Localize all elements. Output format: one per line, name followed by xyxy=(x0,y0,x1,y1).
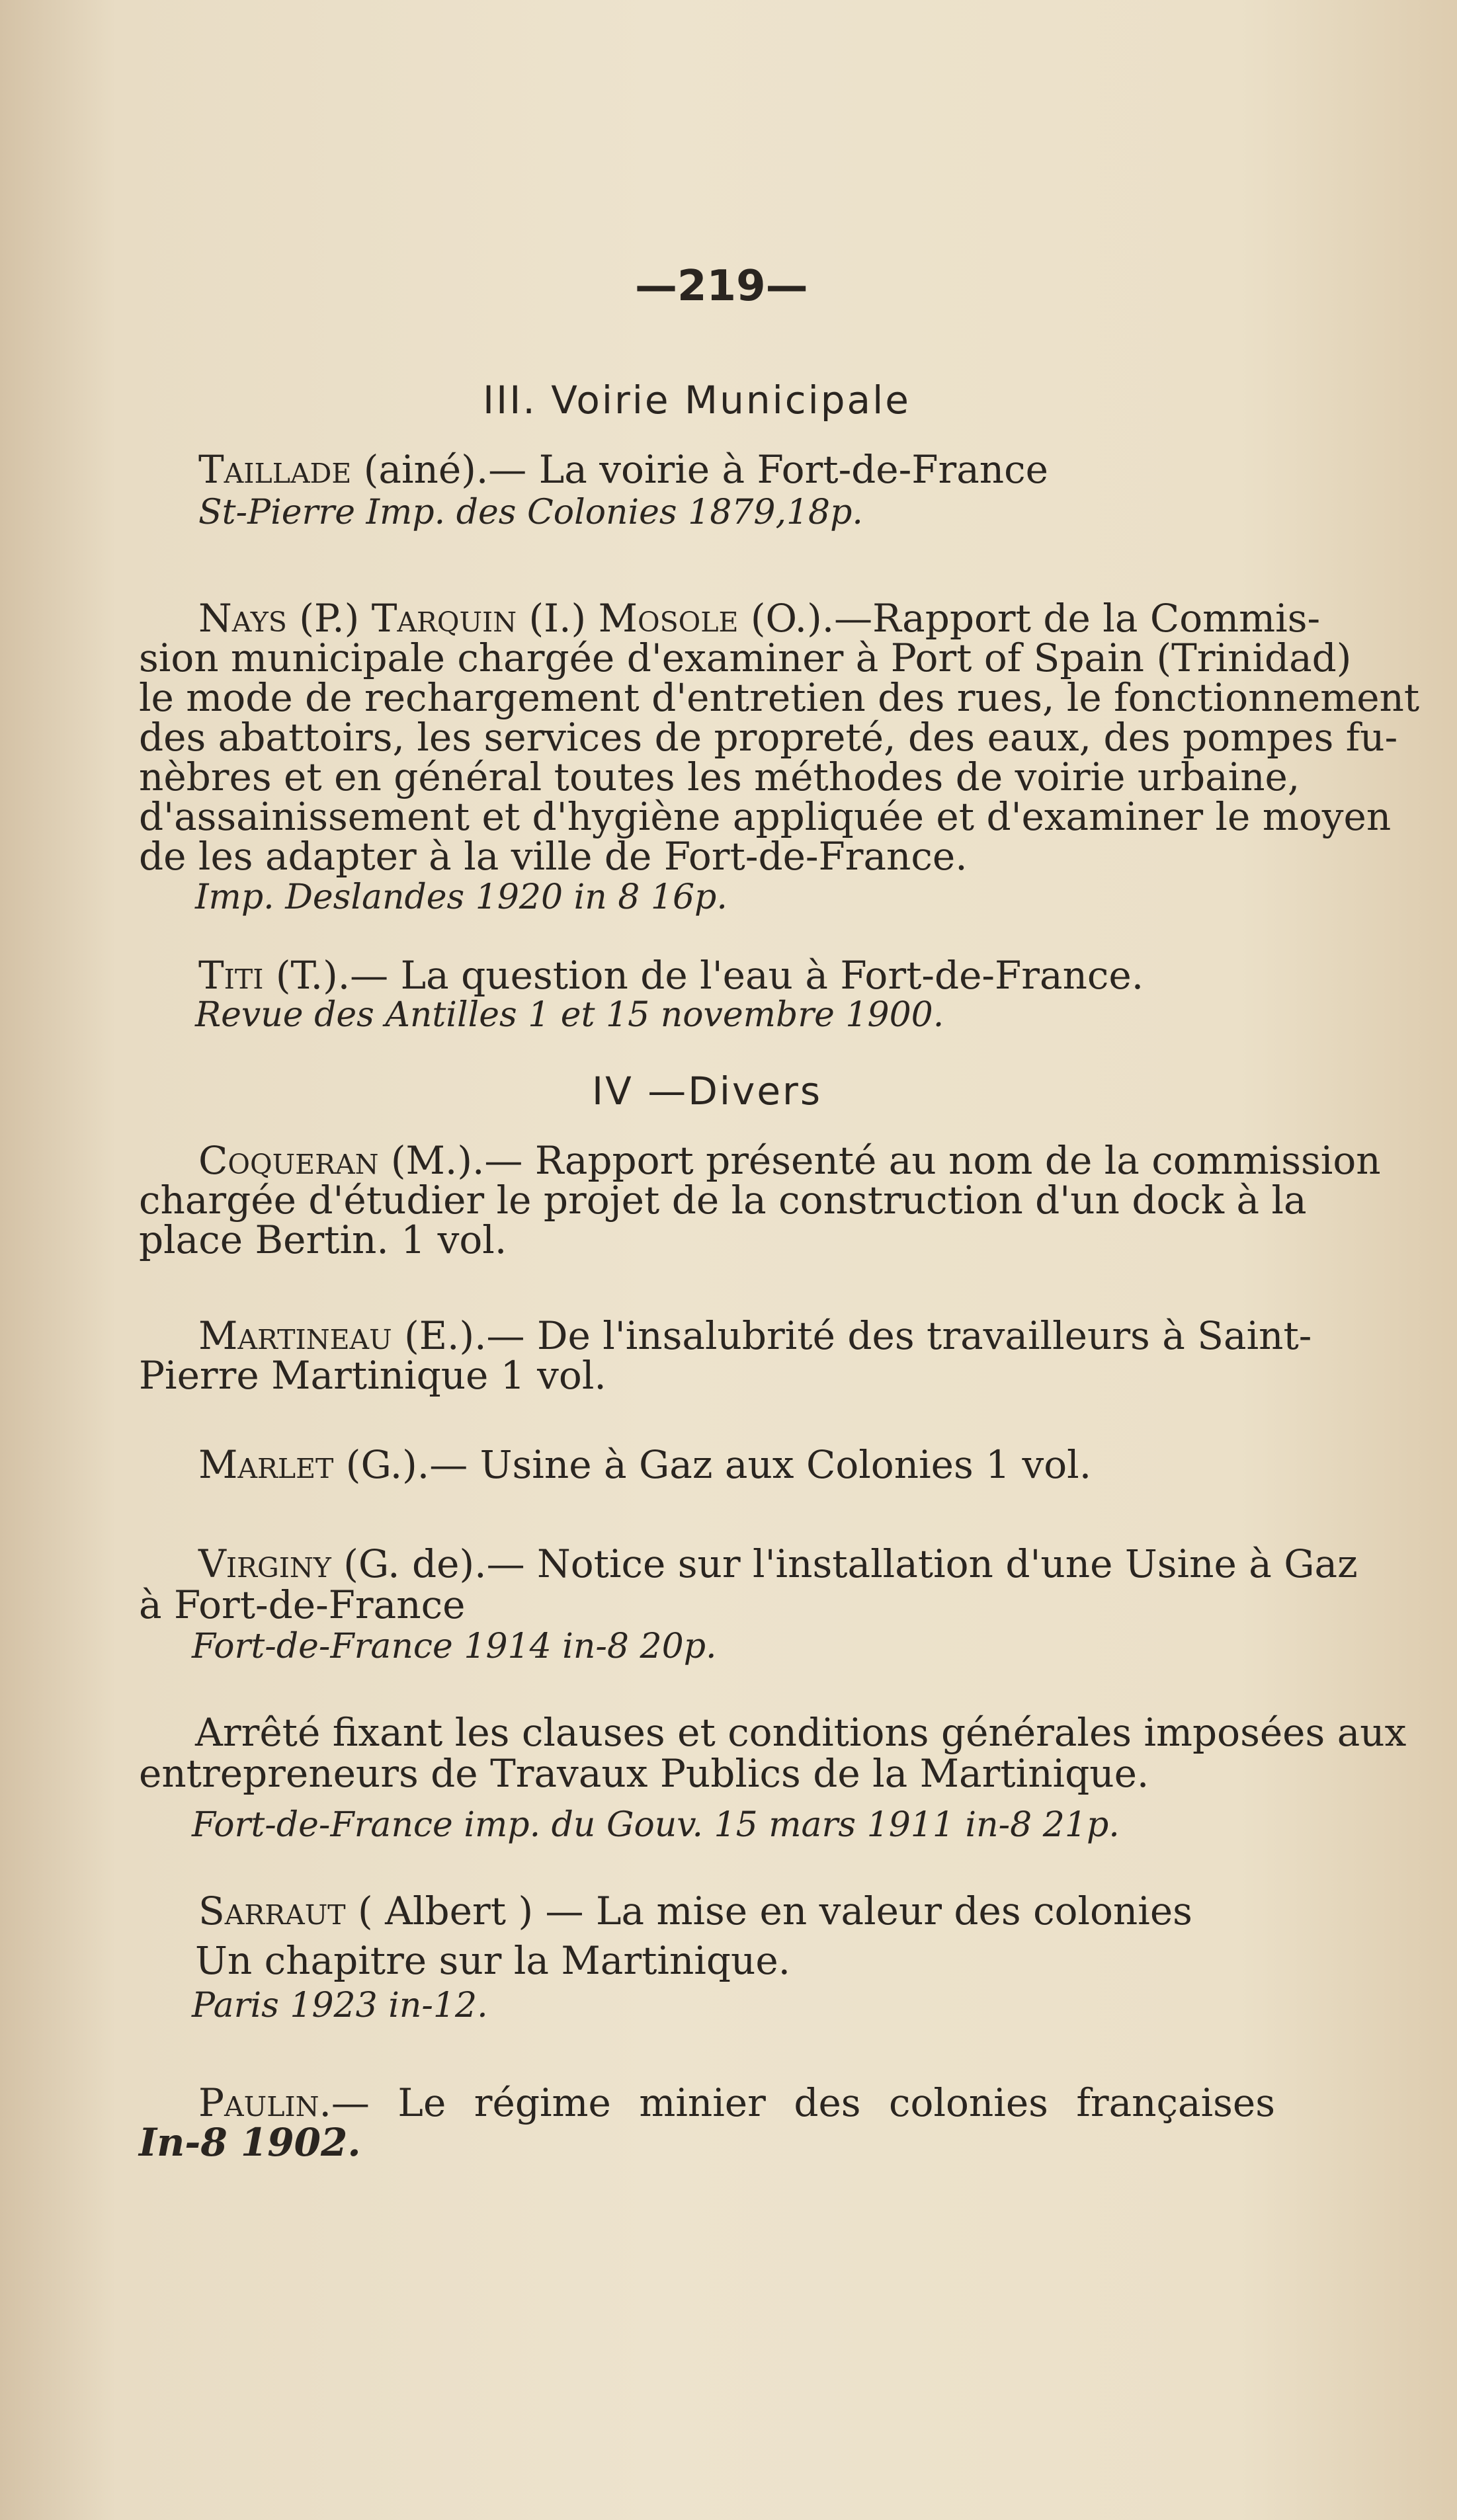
entry-sarraut xyxy=(198,1888,1192,1934)
publication-info: Revue des Antilles 1 et 15 novembre 1900. xyxy=(195,995,944,1035)
publication-info: Fort-de-France 1914 in-8 20p. xyxy=(192,1627,717,1666)
publication-info: Paris 1923 in-12. xyxy=(192,1986,488,2025)
author-name: Marlet xyxy=(198,1442,334,1487)
entry-text: (ainé).— La voirie à Fort-de-France xyxy=(351,447,1048,492)
entry-marlet xyxy=(198,1442,1091,1488)
entry-text-line: des abattoirs, les services de propreté, des eaux, des pompes fu- xyxy=(139,715,1398,760)
entry-text: (M.).— Rapport présenté au nom de la commission xyxy=(378,1138,1381,1183)
entry-text: (E.).— De l'insalubrité des travailleurs à Saint- xyxy=(392,1313,1312,1358)
entry-text: (I.) xyxy=(517,596,599,641)
publication-info: Fort-de-France imp. du Gouv. 15 mars 1911 in-8 21p. xyxy=(192,1805,1120,1845)
entry-text-line: Pierre Martinique 1 vol. xyxy=(139,1353,606,1398)
entry-taillade xyxy=(198,446,1048,493)
page-number: —219— xyxy=(635,262,808,311)
entry-virginy xyxy=(198,1541,1358,1587)
entry-text-line: chargée d'étudier le projet de la construction d'un dock à la xyxy=(139,1178,1307,1223)
author-name: Tarquin xyxy=(371,596,517,641)
author-name: Paulin xyxy=(198,2080,319,2125)
author-name: Sarraut xyxy=(198,1889,346,1933)
author-name: Virginy xyxy=(198,1541,331,1586)
author-name: Coqueran xyxy=(198,1138,379,1183)
entry-text-line: nèbres et en général toutes les méthodes de voirie urbaine, xyxy=(139,754,1300,799)
entry-text-line: Un chapitre sur la Martinique. xyxy=(195,1938,791,1983)
section-heading-voirie: III. Voirie Municipale xyxy=(483,378,911,423)
author-name: Nays xyxy=(198,596,287,641)
publication-info: Imp. Deslandes 1920 in 8 16p. xyxy=(195,877,728,917)
entry-text: (P.) xyxy=(286,596,372,641)
author-name: Martineau xyxy=(198,1313,392,1358)
entry-text-line: de les adapter à la ville de Fort-de-France. xyxy=(139,834,968,879)
publication-info: St-Pierre Imp. des Colonies 1879,18p. xyxy=(198,493,863,532)
entry-text: ( Albert ) — La mise en valeur des colonies xyxy=(345,1889,1192,1933)
entry-text: .— Le régime minier des colonies françaises xyxy=(319,2080,1275,2125)
section-heading-divers: IV —Divers xyxy=(592,1069,823,1114)
entry-text-line: à Fort-de-France xyxy=(139,1582,466,1627)
entry-text-line: In-8 1902. xyxy=(139,2120,361,2165)
entry-text: (G.).— Usine à Gaz aux Colonies 1 vol. xyxy=(333,1442,1092,1487)
entry-text: (T.).— La question de l'eau à Fort-de-France. xyxy=(263,953,1144,998)
entry-text: (O.).—Rapport de la Commis- xyxy=(738,596,1321,641)
author-name: Titi xyxy=(198,953,264,998)
entry-arrete: Arrêté fixant les clauses et conditions générales imposées aux xyxy=(195,1710,1407,1755)
entry-text-line: sion municipale chargée d'examiner à Port of Spain (Trinidad) xyxy=(139,635,1352,680)
entry-text-line: d'assainissement et d'hygiène appliquée et d'examiner le moyen xyxy=(139,794,1392,839)
entry-text-line: le mode de rechargement d'entretien des rues, le fonctionnement xyxy=(139,675,1420,720)
entry-text: (G. de).— Notice sur l'installation d'une Usine à Gaz xyxy=(331,1541,1358,1586)
entry-text-line: place Bertin. 1 vol. xyxy=(139,1217,507,1262)
entry-text-line: entrepreneurs de Travaux Publics de la Martinique. xyxy=(139,1751,1149,1796)
author-name: Mosole xyxy=(598,596,739,641)
author-name: Taillade xyxy=(198,447,352,492)
